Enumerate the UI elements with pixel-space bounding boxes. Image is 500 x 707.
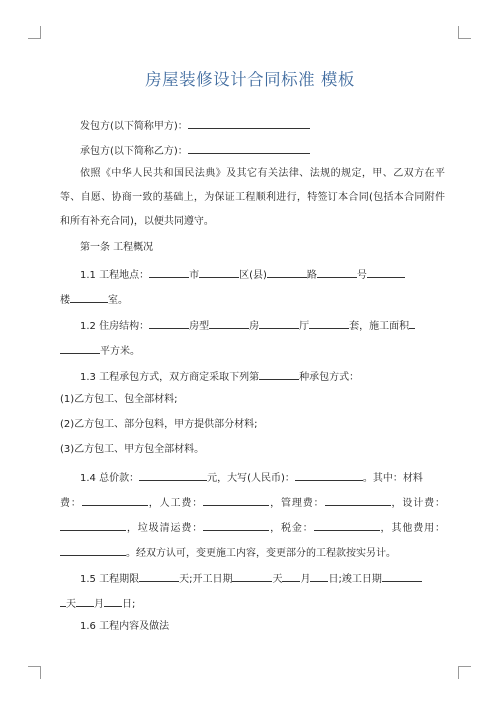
- client-line: [80, 118, 445, 133]
- design-fee-label: ，设计费：: [390, 498, 446, 509]
- total-price-unit: 元，大写(人民币)：: [207, 473, 295, 484]
- finish-year-blank: [382, 571, 422, 582]
- contractor-label: 承包方(以下简称乙方)：: [80, 146, 188, 157]
- section-1-4-line-1: [80, 470, 445, 485]
- section-1-1-line-2: [60, 292, 445, 307]
- number-blank: [317, 267, 357, 278]
- road-blank: [267, 267, 307, 278]
- room-count-blank: [209, 318, 249, 329]
- tax-label: ，税金：: [269, 523, 314, 534]
- total-price-words-blank: [295, 470, 363, 481]
- section-1-3-label: 1.3 工程承包方式，双方商定采取下列第: [80, 372, 260, 383]
- contract-option-2: (2)乙方包工、部分包料，甲方提供部分材料;: [60, 419, 258, 430]
- type-label: 房型: [189, 321, 210, 332]
- number-label: 号: [356, 270, 367, 281]
- city-blank: [149, 267, 189, 278]
- document-title: 房屋装修设计合同标准 模板: [145, 70, 355, 89]
- intro-line-2: 等、自愿、协商一致的基础上，为保证工程顺利进行，特签订本合同(包括本合同附件: [60, 192, 445, 203]
- finish-day-blank: [104, 596, 122, 607]
- crop-mark-top-right: [458, 26, 471, 39]
- area-blank: [60, 343, 100, 354]
- article-1-heading: 第一条 工程概况: [80, 242, 154, 253]
- client-blank: [188, 118, 310, 129]
- district-blank: [199, 267, 239, 278]
- crop-mark-bottom-left: [28, 666, 41, 679]
- suite-blank: [309, 318, 349, 329]
- section-1-4-line-3: [60, 520, 445, 535]
- total-price-blank: [139, 470, 207, 481]
- start-day-label: 天: [272, 574, 283, 585]
- duration-blank: [139, 571, 179, 582]
- start-month-label: 月: [300, 574, 311, 585]
- finish-month-label: 月: [94, 599, 104, 610]
- contract-option-1: (1)乙方包工、包全部材料;: [60, 394, 178, 405]
- materials-label: 。其中：材料: [362, 473, 423, 484]
- other-fee-label: ，其他费用：: [379, 523, 446, 534]
- management-fee-label: ，管理费：: [269, 498, 325, 509]
- section-1-1-line-1: [80, 267, 445, 282]
- section-1-4-line-4: [60, 545, 445, 560]
- tax-blank: [314, 520, 380, 531]
- section-1-5-line-2: [60, 596, 445, 611]
- contract-option-3: (3)乙方包工、甲方包全部材料。: [60, 444, 205, 455]
- crop-mark-top-left: [28, 26, 41, 39]
- start-month-blank: [282, 571, 300, 582]
- section-1-4-line-2: [60, 495, 445, 510]
- intro-line-3: 和所有补充合同)，以便共同遵守。: [60, 216, 214, 227]
- district-label: 区(县): [239, 270, 267, 281]
- road-label: 路: [306, 270, 317, 281]
- hall-label: 厅: [299, 321, 310, 332]
- intro-line-1: 依照《中华人民共和国民法典》及其它有关法律、法规的规定，甲、乙双方在平: [80, 168, 445, 179]
- start-date-label: 天;开工日期: [179, 574, 233, 585]
- contractor-blank: [188, 143, 310, 154]
- section-1-5-label: 1.5 工程期限: [80, 574, 140, 585]
- area-unit-label: 平方米。: [100, 346, 140, 357]
- price-change-note: 。经双方认可，变更施工内容，变更部分的工程款按实另计。: [126, 548, 396, 559]
- section-1-2-line-1: [80, 318, 445, 333]
- crop-mark-bottom-right: [458, 666, 471, 679]
- materials-fee-label: 费：: [60, 498, 82, 509]
- city-label: 市: [189, 270, 200, 281]
- section-1-6-heading: 1.6 工程内容及做法: [80, 621, 170, 632]
- start-year-blank: [232, 571, 272, 582]
- room-count-label: 房: [249, 321, 260, 332]
- other-fee-blank: [60, 545, 126, 556]
- finish-date-label: 日;竣工日期: [328, 574, 382, 585]
- suite-label: 套，施工面积: [349, 321, 410, 332]
- section-1-2-label: 1.2 住房结构：: [80, 321, 150, 332]
- labor-fee-label: ，人工费：: [147, 498, 204, 509]
- number-tail-blank: [367, 267, 405, 278]
- type-blank: [149, 318, 189, 329]
- finish-month-blank: [76, 596, 94, 607]
- room-blank: [70, 292, 108, 303]
- design-fee-blank: [60, 520, 126, 531]
- contract-type-suffix: 种承包方式：: [299, 372, 360, 383]
- waste-fee-blank: [203, 520, 269, 531]
- waste-fee-label: ，垃圾清运费：: [126, 523, 204, 534]
- start-day-blank: [310, 571, 328, 582]
- materials-fee-blank: [82, 495, 148, 506]
- finish-day-label: 天: [66, 599, 76, 610]
- area-start-blank: [409, 318, 415, 329]
- section-1-2-line-2: [60, 343, 445, 358]
- finish-end-label: 日;: [122, 599, 136, 610]
- labor-fee-blank: [203, 495, 269, 506]
- room-label: 室。: [108, 295, 128, 306]
- management-fee-blank: [325, 495, 391, 506]
- client-label: 发包方(以下简称甲方)：: [80, 121, 188, 132]
- section-1-4-label: 1.4 总价款：: [80, 473, 140, 484]
- hall-blank: [259, 318, 299, 329]
- contract-type-blank: [259, 369, 299, 380]
- section-1-1-label: 1.1 工程地点：: [80, 270, 150, 281]
- section-1-3-line: [80, 369, 445, 384]
- section-1-5-line-1: [80, 571, 445, 586]
- contractor-line: [80, 143, 445, 158]
- building-label: 楼: [60, 295, 70, 306]
